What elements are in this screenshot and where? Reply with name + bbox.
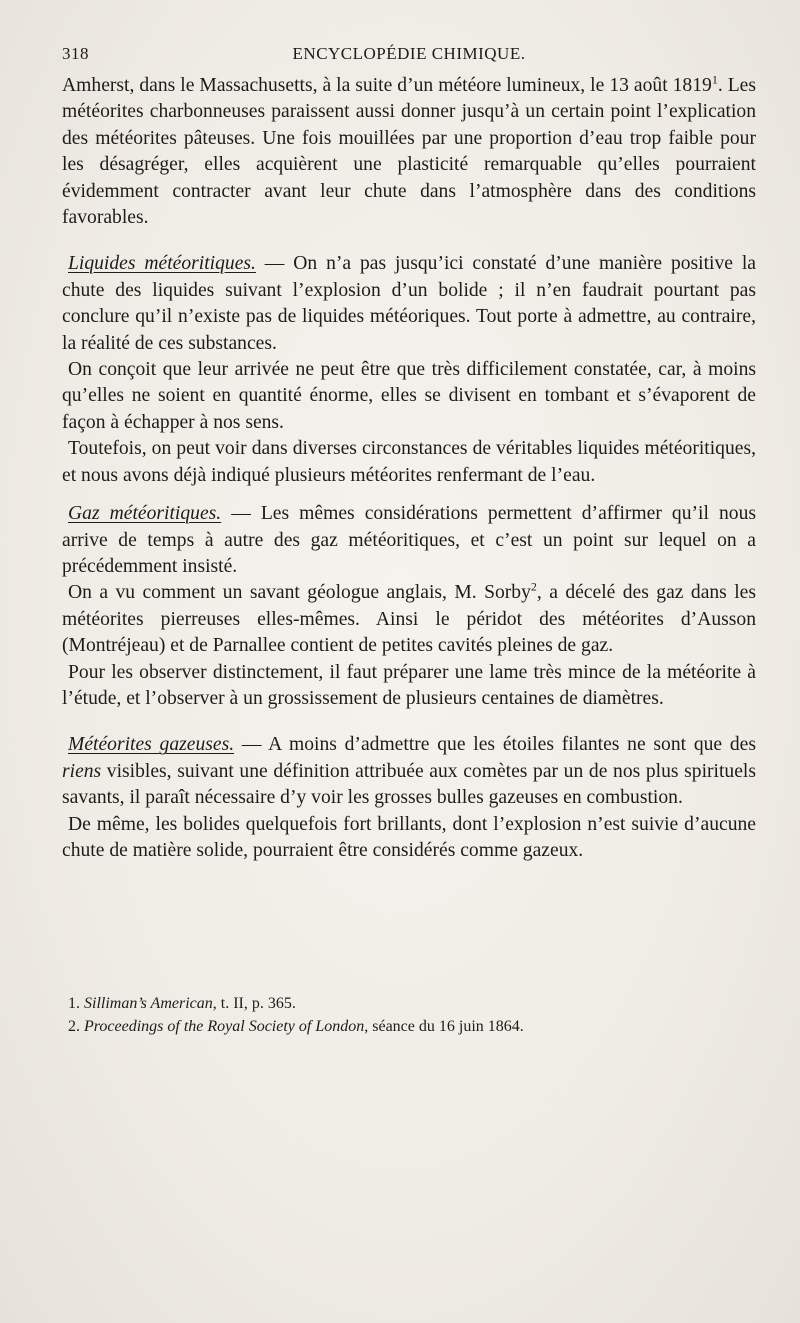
paragraph-gaz [62, 501, 756, 580]
page-number: 318 [62, 44, 89, 63]
footnote-text: , t. II, p. 365. [212, 995, 296, 1012]
footnotes [62, 992, 756, 1038]
paragraph-text: De même, les bolides quelquefois fort brillants, dont l’explosion n’est suivie d’aucune chute de matière solide, pourraient être considérés comme gazeux. [62, 813, 756, 861]
paragraph-meteorites-gazeuses [62, 732, 756, 811]
paragraph-text: . Les météorites charbonneuses paraissent aussi donner jusqu’à un certain point l’explication des météorites pâteuses. Une fois mouillées par une proportion d’eau trop faible pour les désagréger, elles acquièrent une plasticité remarquable qu’elles pourraient évidemment contracter avant leur chute dans l’atmosphère dans des conditions favorables. [62, 75, 756, 229]
paragraph-bolides [62, 812, 756, 865]
footnote-number: 2. [68, 1018, 80, 1035]
italic-word: riens [62, 760, 102, 782]
paragraph-text: — A moins d’admettre que les étoiles filantes ne sont que des [234, 734, 756, 756]
footnote-1 [62, 992, 756, 1015]
section-heading: Liquides météoritiques. [68, 253, 256, 275]
footnote-text: , séance du 16 juin 1864. [364, 1018, 524, 1035]
paragraph-text: , a décelé des gaz dans les météorites pierreuses elles-mêmes. Ainsi le péridot des météorites d’Ausson (Montréjeau) et de Parnallee contient de petites cavités pleines de gaz. [62, 582, 756, 657]
paragraph-text: — Les mêmes considérations permettent d’affirmer qu’il nous arrive de temps à autre des gaz météoritiques, et c’est un point sur lequel on a précédemment insisté. [62, 503, 756, 577]
paragraph-text: visibles, suivant une définition attribuée aux comètes par un de nos plus spirituels savants, il paraît nécessaire d’y voir les grosses bulles gazeuses en combustion. [62, 760, 756, 809]
running-title: ENCYCLOPÉDIE CHIMIQUE. [292, 44, 526, 63]
paragraph-text: Toutefois, on peut voir dans diverses circonstances de véritables liquides météoritiques, et nous avons déjà indiqué plusieurs météorites renfermant de l’eau. [62, 438, 756, 486]
paragraph-toutefois [62, 436, 756, 489]
paragraph-text: On conçoit que leur arrivée ne peut être que très difficilement constatée, car, à moins qu’elles ne soient en quantité énorme, elles se divisent en tombant et s’évaporent de façon à échapper à nos sens. [62, 359, 756, 433]
paragraph-amherst [62, 73, 756, 231]
page-header [62, 44, 756, 66]
footnote-2 [62, 1015, 756, 1038]
paragraph-text: Pour les observer distinctement, il faut préparer une lame très mince de la météorite à l’étude, et l’observer à un grossissement de plusieurs centaines de diamètres. [62, 661, 756, 709]
footnote-number: 1. [68, 995, 80, 1012]
paragraph-text: On a vu comment un savant géologue anglais, M. Sorby [68, 582, 531, 604]
footnote-title: Proceedings of the Royal Society of London [84, 1018, 365, 1035]
footnote-title: Silliman’s American [84, 995, 213, 1012]
paragraph-arrivee [62, 357, 756, 436]
paragraph-observer [62, 660, 756, 713]
section-heading: Météorites gazeuses. [68, 734, 235, 756]
paragraph-text: — On n’a pas jusqu’ici constaté d’une manière positive la chute des liquides suivant l’explosion d’un bolide ; il n’en faudrait pourtant pas conclure qu’il n’existe pas de liquides météoriques. Tout porte à admettre, au contraire, la réalité de ces substances. [62, 253, 757, 354]
footnote-ref: 2 [530, 579, 537, 594]
footnote-ref: 1 [711, 72, 718, 87]
paragraph-sorby [62, 580, 756, 659]
paragraph-text: Amherst, dans le Massachusetts, à la suite d’un météore lumineux, le 13 août 1819 [62, 75, 712, 96]
section-heading: Gaz météoritiques. [68, 503, 222, 525]
body-text [62, 73, 756, 864]
paragraph-liquides [62, 251, 756, 357]
